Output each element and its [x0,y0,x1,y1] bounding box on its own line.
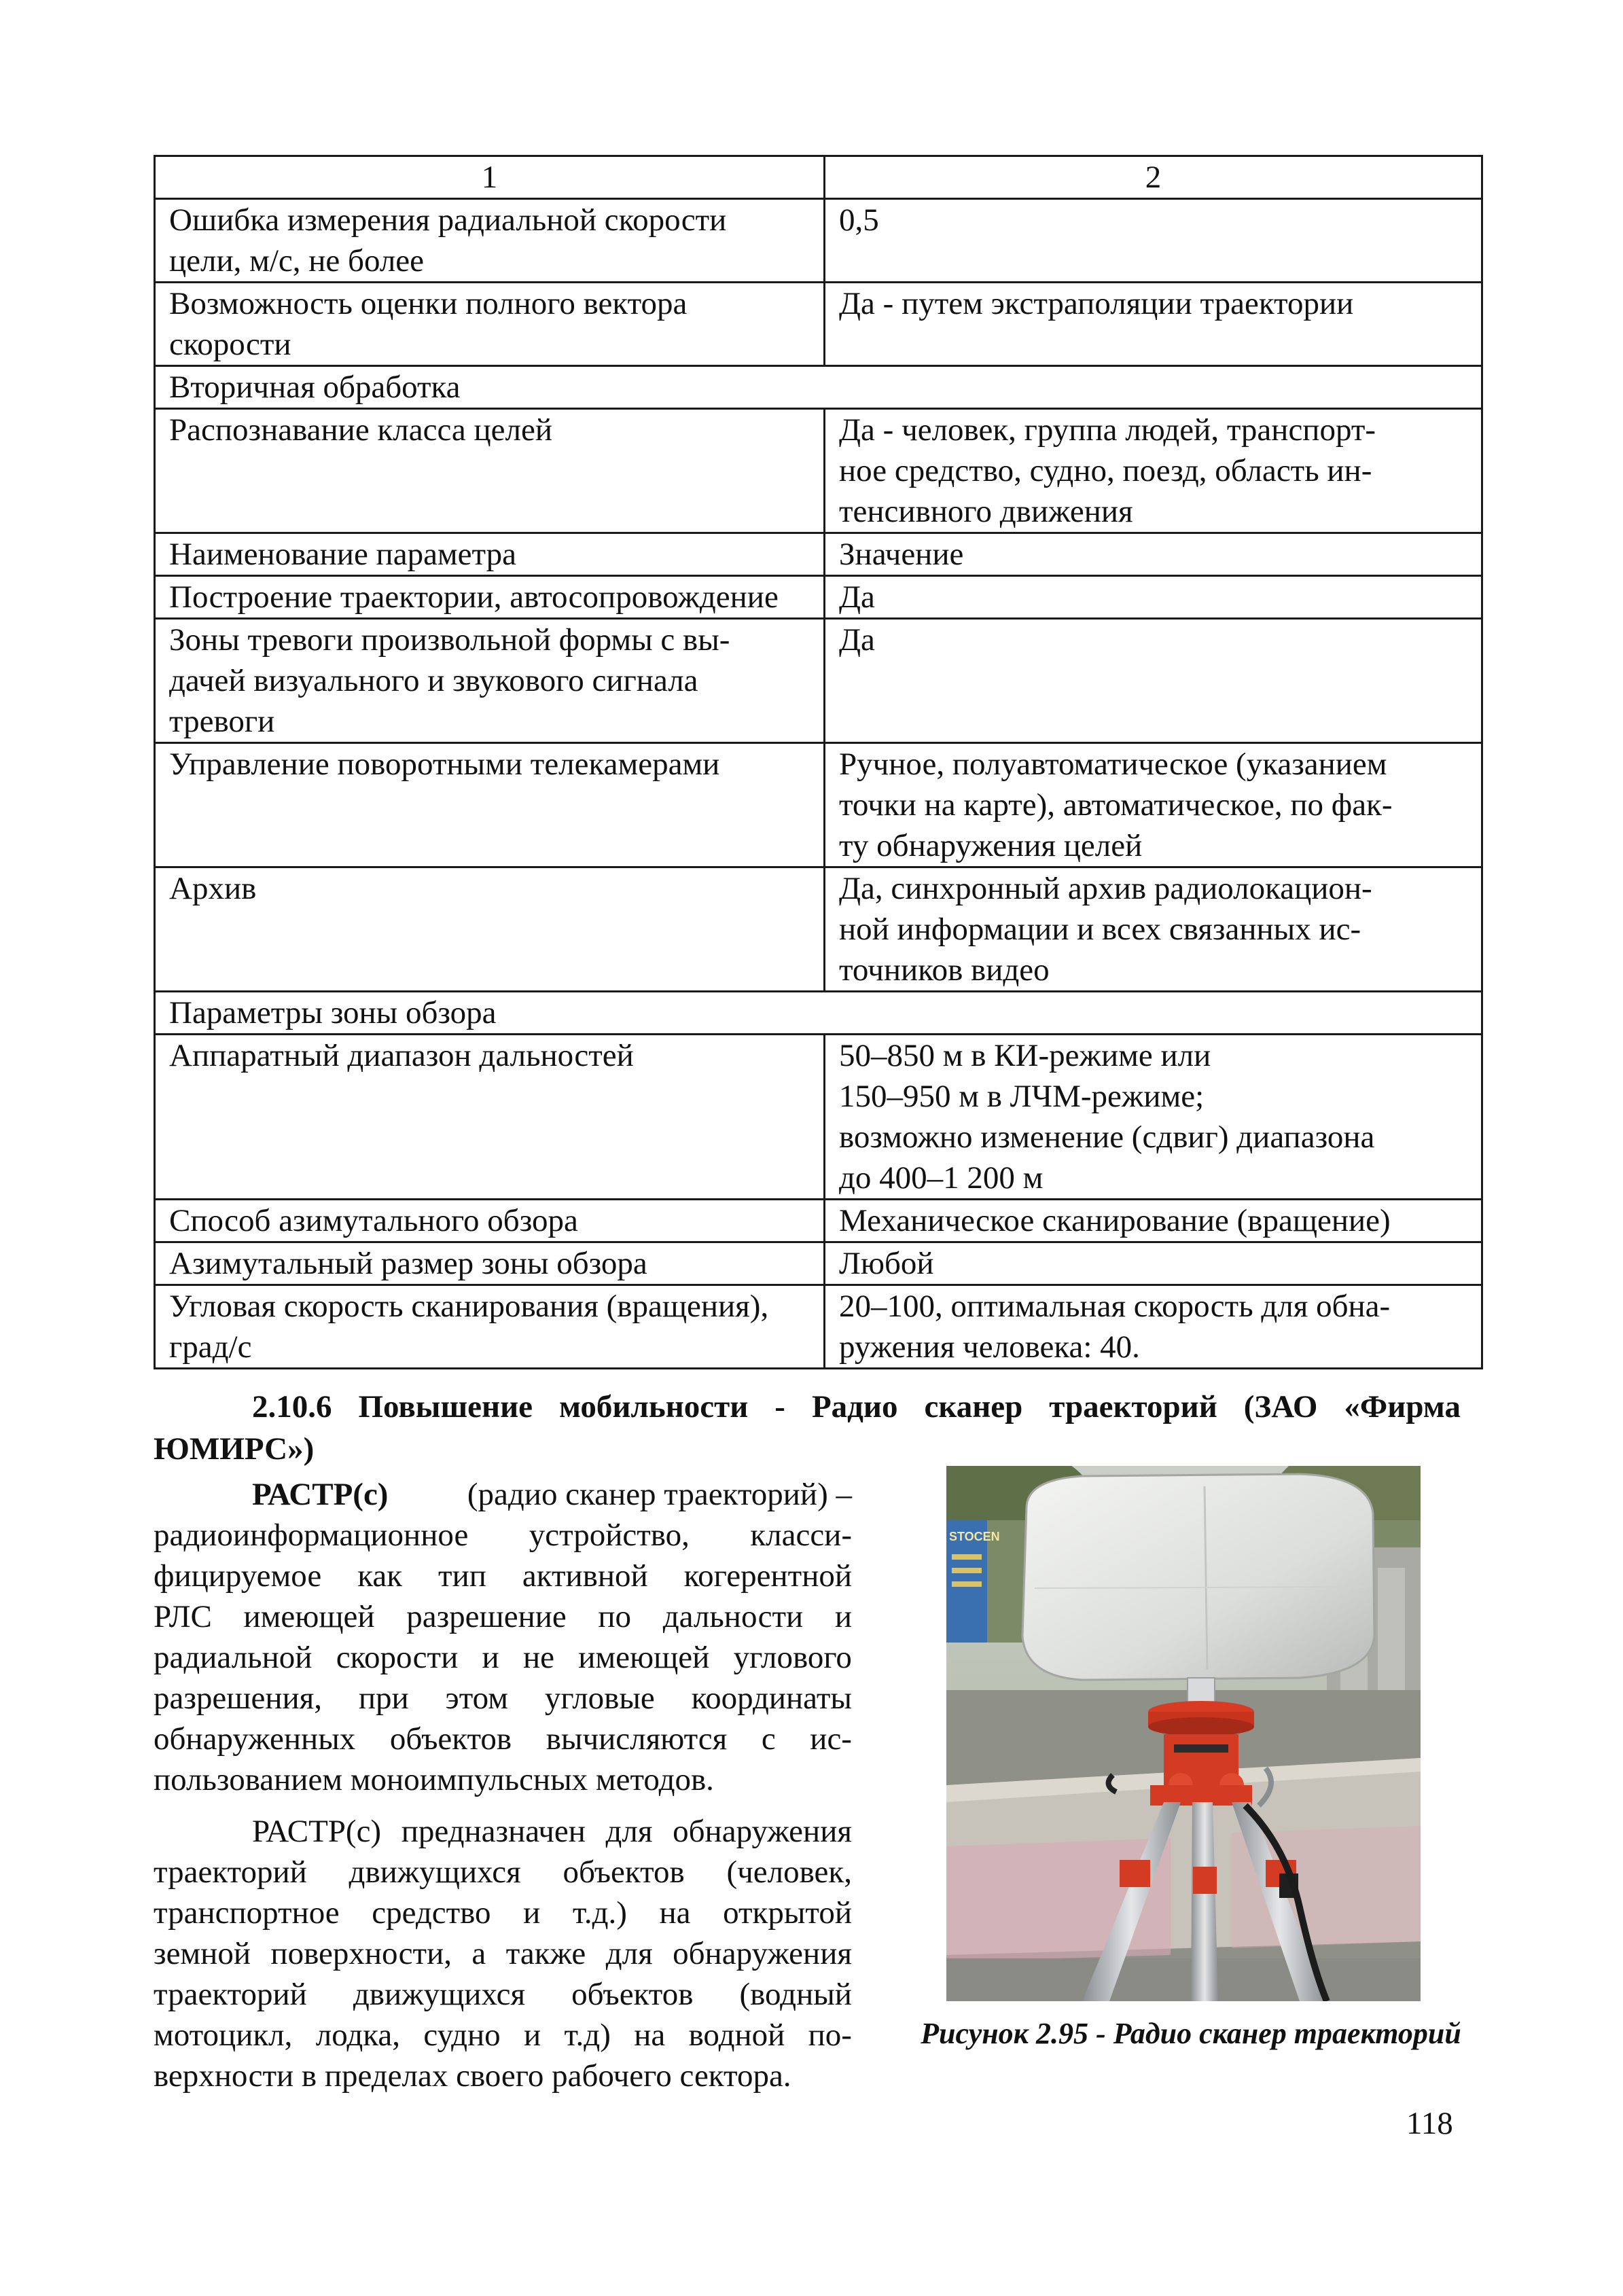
cell-line: Да - человек, группа людей, транспорт- [839,412,1376,448]
word: и [524,2017,541,2053]
heading-line-1 [154,1386,1461,1428]
word: траекторий [154,1854,307,1890]
word: транспортное [154,1895,340,1931]
word: разрешение [406,1599,567,1634]
text-line [154,1933,852,1974]
para2-lines [154,1852,852,2056]
word: обнаружения [673,1814,852,1849]
word: имеющей [578,1640,710,1675]
cell-line: точки на карте), автоматическое, по фак- [839,787,1393,823]
spec-table-body [155,156,1482,1369]
word: для [605,1814,653,1849]
table-header-cell-2: 2 [825,156,1482,199]
text-line [154,1974,852,2015]
cell-line: 20–100, оптимальная скорость для обна- [839,1289,1391,1324]
word: активной [522,1558,648,1594]
cell-line: Возможность оценки полного вектора [169,286,688,321]
word: вычисляются [546,1721,728,1757]
word: класси- [750,1518,852,1553]
word: также [505,1936,586,1971]
cell-line: цели, м/с, не более [169,243,425,279]
word: мотоцикл, [154,2017,293,2053]
cell-line: Построение траектории, автосопровождение [169,579,779,615]
word: обнаружения [673,1936,852,1971]
body-text [154,1474,852,2096]
text-line [154,1719,852,1759]
cell-line: ное средство, судно, поезд, область ин- [839,453,1372,488]
cell-line: Аппаратный диапазон дальностей [169,1038,634,1073]
table-row [155,1200,1482,1242]
cell-line: Ручное, полуавтоматическое (указанием [839,747,1387,782]
para2-first-line [154,1811,852,1852]
cell-line: скорости [169,327,291,362]
table-row [155,283,1482,366]
parameter-cell [155,1035,825,1200]
para1-first-line [154,1474,852,1515]
para1-last-line: пользованием моноимпульсных методов. [154,1762,714,1797]
parameter-cell [155,576,825,619]
heading-word: Радио [811,1389,898,1424]
cell-line: Ошибка измерения радиальной скорости [169,202,727,238]
word: на [659,1895,691,1931]
heading-word: мобильности [559,1389,749,1424]
word: (водный [739,1977,852,2012]
word: открытой [723,1895,852,1931]
cell-line: до 400–1 200 м [839,1160,1044,1196]
table-row [155,867,1482,992]
table-row [155,743,1482,867]
value-cell [825,743,1482,867]
cell-line: Значение [839,537,964,572]
heading-word: «Фирма [1344,1389,1461,1424]
word: имеющей [243,1599,375,1634]
table-row [155,199,1482,283]
heading-word: траекторий [1049,1389,1217,1424]
word: земной [154,1936,251,1971]
table-header-row [155,156,1482,199]
para2 [154,1811,852,2096]
word: предназначен [401,1814,586,1849]
value-cell [825,576,1482,619]
spec-table [154,155,1483,1369]
value-cell [825,283,1482,366]
word: лодка, [315,2017,400,2053]
word: устройство, [529,1518,690,1553]
text-line [154,1678,852,1719]
table-row [155,576,1482,619]
table-row [155,619,1482,743]
para1-lines [154,1515,852,1759]
word: траекторий [154,1977,307,2012]
cell-line: Распознавание класса целей [169,412,552,448]
cell-line: дачей визуального и звукового сигнала [169,663,698,698]
parameter-cell [155,1285,825,1369]
heading-word: сканер [924,1389,1023,1424]
cell-line: Архив [169,871,257,906]
heading-word: (ЗАО [1243,1389,1318,1424]
cell-line: Зоны тревоги произвольной формы с вы- [169,622,730,658]
word: по- [808,2017,852,2053]
word: на [634,2017,666,2053]
word: как [357,1558,403,1594]
table-section-cell: Вторичная обработка [155,366,1482,409]
table-row [155,533,1482,576]
value-cell [825,1242,1482,1285]
word: поверхности, [270,1936,452,1971]
word: разрешения, [154,1681,323,1716]
word: обнаруженных [154,1721,356,1757]
word: скорости [336,1640,459,1675]
word: (человек, [726,1854,852,1890]
cell-line: тенсивного движения [839,494,1133,529]
word: судно [423,2017,501,2053]
parameter-cell [155,743,825,867]
sign-text: STOCEN [949,1530,1000,1543]
page-number: 118 [1406,2106,1453,2141]
cell-line: Управление поворотными телекамерами [169,747,720,782]
value-cell [825,1035,1482,1200]
value-cell [825,533,1482,576]
cell-line: Способ азимутального обзора [169,1203,578,1238]
word: т.д.) [572,1895,627,1931]
cell-line: Да [839,622,875,658]
cell-line: ту обнаружения целей [839,828,1143,863]
cell-line: Механическое сканирование (вращение) [839,1203,1391,1238]
word: объектов [563,1854,685,1890]
value-cell [825,1285,1482,1369]
table-section-cell: Параметры зоны обзора [155,992,1482,1035]
parameter-cell [155,283,825,366]
cell-line: ной информации и всех связанных ис- [839,912,1361,947]
cell-line: Да - путем экстраполяции траектории [839,286,1354,321]
word: т.д) [564,2017,611,2053]
heading-word: 2.10.6 [252,1389,332,1424]
word: и [482,1640,499,1675]
word: РЛС [154,1599,212,1634]
word: радиоинформационное [154,1518,469,1553]
para1-term: РАСТР(с) [252,1477,389,1512]
value-cell [825,619,1482,743]
text-line [154,1596,852,1637]
cell-line: Любой [839,1246,934,1281]
parameter-cell [155,533,825,576]
cell-line: Азимутальный размер зоны обзора [169,1246,647,1281]
value-cell [825,1200,1482,1242]
word: не [522,1640,554,1675]
cell-line: град/с [169,1329,252,1365]
word: ис- [810,1721,852,1757]
value-cell [825,409,1482,533]
parameter-cell [155,867,825,992]
word: движущихся [349,1854,521,1890]
word: и [523,1895,541,1931]
cell-line: Угловая скорость сканирования (вращения), [169,1289,769,1324]
word: углового [733,1640,852,1675]
word: средство [372,1895,491,1931]
word: тип [438,1558,486,1594]
word: а [471,1936,486,1971]
word: дальности [662,1599,804,1634]
table-row [155,409,1482,533]
word: угловые [544,1681,655,1716]
parameter-cell [155,619,825,743]
cell-line: 50–850 м в КИ-режиме или [839,1038,1211,1073]
cell-line: Да [839,579,875,615]
cell-line: возможно изменение (сдвиг) диапазона [839,1119,1375,1155]
cell-line: Наименование параметра [169,537,517,572]
radar-scanner-photo [946,1466,1421,2001]
table-row [155,992,1482,1035]
para2-last-line: верхности в пределах своего рабочего сектора. [154,2058,791,2094]
text-line [154,1893,852,1933]
value-cell [825,867,1482,992]
word: координаты [691,1681,852,1716]
table-row [155,1242,1482,1285]
word: и [834,1599,852,1634]
word: радиальной [154,1640,313,1675]
text-line [154,1852,852,1893]
heading-word: - [774,1389,785,1424]
section-heading [154,1386,1461,1470]
parameter-cell [155,1200,825,1242]
parameter-cell [155,409,825,533]
table-row [155,1285,1482,1369]
text-line [154,2015,852,2056]
value-cell [825,199,1482,283]
cell-line: Да, синхронный архив радиолокацион- [839,871,1372,906]
text-line [154,1515,852,1556]
word: когерентной [683,1558,852,1594]
para1-first-rest: (радио сканер траекторий) – [467,1477,852,1512]
word: этом [445,1681,508,1716]
cell-line: ружения человека: 40. [839,1329,1140,1365]
word: фицируемое [154,1558,322,1594]
table-header-cell-1: 1 [155,156,825,199]
word: с [761,1721,776,1757]
cell-line: 0,5 [839,202,879,238]
parameter-cell [155,1242,825,1285]
word: движущихся [353,1977,526,2012]
parameter-cell [155,199,825,283]
word: объектов [389,1721,512,1757]
figure-caption: Рисунок 2.95 - Радио сканер траекторий [921,2017,1461,2050]
table-row [155,1035,1482,1200]
radar-scanner-illustration [946,1466,1421,2001]
cell-line: тревоги [169,704,275,739]
word: объектов [571,1977,694,2012]
word: водной [688,2017,785,2053]
table-row [155,366,1482,409]
heading-word: Повышение [358,1389,533,1424]
text-line [154,1637,852,1678]
word: при [358,1681,409,1716]
cell-line: точников видео [839,952,1050,988]
word: РАСТР(с) [252,1814,382,1849]
cell-line: 150–950 м в ЛЧМ-режиме; [839,1079,1205,1114]
word: для [605,1936,653,1971]
heading-line-2: ЮМИРС») [154,1431,315,1467]
word: по [598,1599,632,1634]
text-line [154,1556,852,1596]
